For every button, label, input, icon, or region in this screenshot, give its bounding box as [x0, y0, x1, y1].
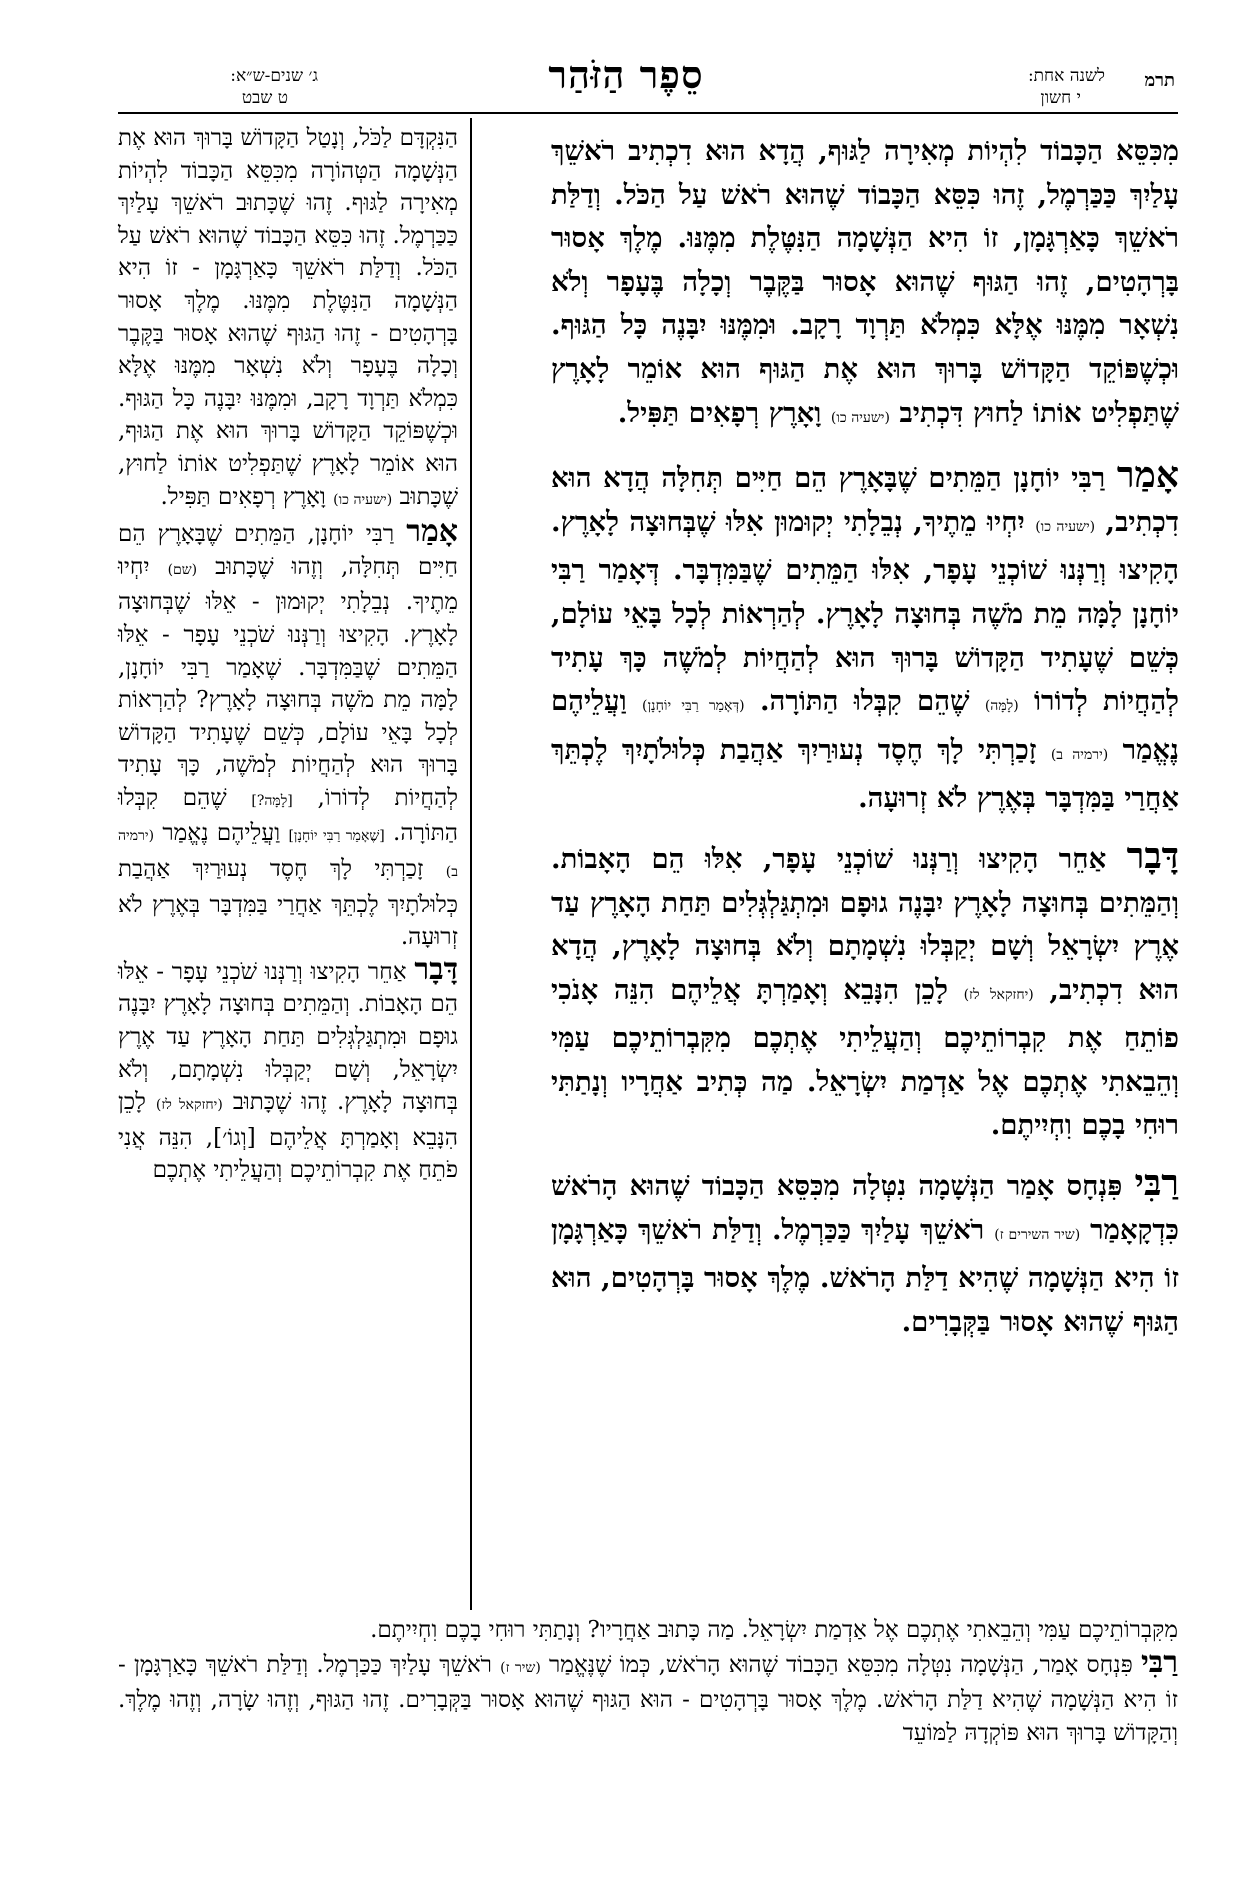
main-p2-verse: זָכַרְתִּי לָךְ חֶסֶד נְעוּרַיִךְ אַהֲבַת כְּלוּלֹתָיִךְ לֶכְתֵּךְ אַחֲרַי בַּמִּדְבָּר בְּאֶרֶץ לֹא זְרוּעָה. — [551, 733, 1179, 815]
header-right-schedule: לשנה אחת: — [1027, 66, 1105, 86]
main-p4-text-b: רֹאשֵׁךְ עָלַיִךְ כַּכַּרְמֶל. וְדַלַּת רֹאשֵׁךְ כָּאַרְגָּמָן זוֹ הִיא הַנְּשָׁמָה שֶׁהִיא דַלַּת הָרֹאשׁ. מֶלֶךְ אָסוּר בָּרְהָטִים, הוּא הַגּוּף שֶׁהוּא אָסוּר בַּקְּבָרִים. — [551, 1213, 1179, 1338]
bottom-continuation — [118, 1614, 1178, 1749]
main-p2-text-c: שֶׁהֵם קִבְּלוּ הַתּוֹרָה. — [759, 685, 970, 718]
side-paragraph-1 — [118, 122, 458, 516]
side-p3-verse: לָכֵן הִנָּבֵא וְאָמַרְתָּ אֲלֵיהֶם [וְגוֹ׳], הִנֵּה אֲנִי פֹתֵחַ אֶת קִבְרוֹתֵיכֶם וְהַעֲלֵיתִי אֶתְכֶם — [118, 1089, 458, 1184]
main-p4-text: פִּנְחָס אָמַר הַנְּשָׁמָה נִטְּלָה מִכִּסֵּא הַכָּבוֹד שֶׁהוּא הָרֹאשׁ כִּדְקָאָמַר — [551, 1170, 1179, 1246]
side-paragraph-3 — [118, 951, 459, 1187]
main-p1-verse: וָאָרֶץ רְפָאִים תַּפִּיל. — [617, 396, 822, 429]
main-p2-reference-4: (ירמיה ב) — [1050, 746, 1109, 763]
bottom-p2-opening-word: רַבִּי — [1140, 1644, 1178, 1680]
main-p2-reference-2: (לָמָּה) — [984, 698, 1019, 715]
main-p3-reference: (יחזקאל לז) — [963, 986, 1034, 1003]
side-p3-opening-word: דָּבָר — [414, 951, 459, 987]
book-title: סֵפֶר הַזֹּהַר — [548, 52, 704, 97]
header-right-date: י חשון — [1040, 88, 1081, 108]
main-paragraph-2 — [551, 454, 1179, 821]
side-p2-reference-1: (שם) — [167, 561, 198, 578]
main-paragraph-3 — [551, 835, 1179, 1148]
main-p4-reference: (שיר השירים ז) — [994, 1226, 1081, 1243]
side-p2-text-b: יִחְיוּ מֵתֶיךָ. נְבֵלָתִי יְקוּמוּן - אֵלּוּ שֶׁבְּחוּצָה לָאָרֶץ. הָקִיצוּ וְרַנְּנוּ שֹׁכְנֵי עָפָר - אֵלּוּ הַמֵּתִים שֶׁבַּמִּדְבָּר. שֶׁאָמַר רַבִּי יוֹחָנָן, לָמָּה מֵת מֹשֶׁה בְּחוּצָה לָאָרֶץ? לְהַרְאוֹת לְכָל בָּאֵי עוֹלָם, כְּשֵׁם שֶׁעָתִיד הַקָּדוֹשׁ בָּרוּךְ הוּא לְהַחֲיוֹת לְמֹשֶׁה, כָּךְ עָתִיד לְהַחֲיוֹת לְדוֹרוֹ, — [118, 553, 458, 811]
header-right — [915, 66, 1175, 108]
side-p2-verse: זָכַרְתִּי לָךְ חֶסֶד נְעוּרַיִךְ אַהֲבַת כְּלוּלֹתָיִךְ לֶכְתֵּךְ אַחֲרַי בַּמִּדְבָּר בְּאֶרֶץ לֹא זְרוּעָה. — [118, 856, 458, 951]
main-p1-text: מִכִּסֵּא הַכָּבוֹד לִהְיוֹת מְאִירָה לַגּוּף, הֲדָא הוּא דִכְתִיב רֹאשֵׁךְ עָלַיִךְ כַּכַּרְמֶל, זֶהוּ כִּסֵּא הַכָּבוֹד שֶׁהוּא רֹאשׁ עַל הַכֹּל. וְדַלַּת רֹאשֵׁךְ כָּאַרְגָּמָן, זוֹ הִיא הַנְּשָׁמָה הַנִּטֶּלֶת מִמֶּנּוּ. מֶלֶךְ אָסוּר בָּרְהָטִים, זֶהוּ הַגּוּף שֶׁהוּא אָסוּר בַּקֶּבֶר וְכָלָה בֶּעָפָר וְלֹא נִשְׁאָר מִמֶּנּוּ אֶלָּא כִּמְלֹא תַּרְוָד רָקָב. וּמִמֶּנּוּ יִבָּנֶה כָּל הַגּוּף. וּכְשֶׁפּוֹקֵד הַקָּדוֹשׁ בָּרוּךְ הוּא אֶת הַגּוּף הוּא אוֹמֵר לָאָרֶץ שֶׁתַּפְלִיט אוֹתוֹ לַחוּץ דִּכְתִיב — [551, 135, 1179, 429]
bottom-p2-text-b: רֹאשֵׁךְ עָלַיִךְ כַּכַּרְמֶל. וְדַלַּת רֹאשֵׁךְ כָּאַרְגָּמָן - זוֹ הִיא הַנְּשָׁמָה שֶׁהִיא דַלַּת הָרֹאשׁ. מֶלֶךְ אָסוּר בָּרְהָטִים - הוּא הַגּוּף שֶׁהוּא אָסוּר בַּקְּבָרִים. זֶהוּ הַגּוּף, וְזֶהוּ שָׂרָה, וְזֶהוּ מֶלֶךְ. וְהַקָּדוֹשׁ בָּרוּךְ הוּא פּוֹקְדָהּ לַמּוֹעֵד — [118, 1651, 1178, 1746]
side-p1-reference: (ישעיה כו) — [333, 491, 393, 508]
bottom-line-1: מִקִּבְרוֹתֵיכֶם עַמִּי וְהֵבֵאתִי אֶתְכֶם אֶל אַדְמַת יִשְׂרָאֵל. מַה כָּתוּב אַחֲרָיו? וְנָתַתִּי רוּחִי בָכֶם וִחְיִיתֶם. — [370, 1617, 1178, 1643]
side-p1-verse: וָאָרֶץ רְפָאִים תַּפִּיל. — [160, 483, 326, 510]
side-p2-reference-4: (ירמיה ב) — [118, 828, 459, 881]
main-p3-verse: לָכֵן הִנָּבֵא וְאָמַרְתָּ אֲלֵיהֶם הִנֵּה אָנֹכִי פוֹתֵחַ אֶת קִבְרוֹתֵיכֶם וְהַעֲלֵיתִי אֶתְכֶם מִקִּבְרוֹתֵיכֶם עַמִּי וְהֵבֵאתִי אֶתְכֶם אֶל אַדְמַת יִשְׂרָאֵל. מַה כְּתִיב אַחֲרָיו וְנָתַתִּי רוּחִי בָכֶם וִחְיִיתֶם. — [551, 973, 1179, 1142]
side-p2-text: רַבִּי יוֹחָנָן, הַמֵּתִים שֶׁבָּאָרֶץ הֵם חַיִּים תְּחִלָּה, וְזֶהוּ שֶׁכָּתוּב — [118, 521, 459, 580]
side-p1-text: הַנִּקְדָּם לַכֹּל, וְנָטַל הַקָּדוֹשׁ בָּרוּךְ הוּא אֶת הַנְּשָׁמָה הַטְּהוֹרָה מִכִּסֵּא הַכָּבוֹד לִהְיוֹת מְאִירָה לַגּוּף. זֶהוּ שֶׁכָּתוּב רֹאשֵׁךְ עָלַיִךְ כַּכַּרְמֶל. זֶהוּ כִּסֵּא הַכָּבוֹד שֶׁהוּא רֹאשׁ עַל הַכֹּל. וְדַלַּת רֹאשֵׁךְ כָּאַרְגָּמָן - זוֹ הִיא הַנְּשָׁמָה הַנִּטֶּלֶת מִמֶּנּוּ. מֶלֶךְ אָסוּר בָּרְהָטִים - זֶהוּ הַגּוּף שֶׁהוּא אָסוּר בַּקֶּבֶר וְכָלָה בֶּעָפָר וְלֹא נִשְׁאָר מִמֶּנּוּ אֶלָּא כִּמְלֹא תַּרְוָד רָקָב, וּמִמֶּנּוּ יִבָּנֶה כָּל הַגּוּף. וּכְשֶׁפּוֹקֵד הַקָּדוֹשׁ בָּרוּךְ הוּא אֶת הַגּוּף, הוּא אוֹמֵר לָאָרֶץ שֶׁתַּפְלִיט אוֹתוֹ לַחוּץ, שֶׁכָּתוּב — [118, 125, 458, 510]
side-p2-reference-2: [לָמָּה?] — [251, 792, 293, 809]
header-left-schedule: ג׳ שנים-ש״א: — [230, 66, 318, 86]
side-column-translation — [118, 122, 458, 1612]
main-p3-text: אַחֵר הָקִיצוּ וְרַנְּנוּ שׁוֹכְנֵי עָפָר, אִלּוּ הֵם הָאָבוֹת. וְהַמֵּתִים בְּחוּצָה לָאָרֶץ יִבָּנֶה גוּפָם וּמִתְגַּלְגְּלִים תַּחַת הָאָרֶץ עַד אֶרֶץ יִשְׂרָאֵל וְשָׁם יְקַבְּלוּ נִשְׁמָתָם וְלֹא בְּחוּצָה לָאָרֶץ, הֲדָא הוּא דִכְתִיב, — [551, 842, 1180, 1006]
bottom-p2-reference: (שיר ז) — [500, 1659, 541, 1676]
side-p2-opening-word: אָמַר — [406, 514, 458, 550]
header-left-date: ט שבט — [241, 88, 288, 108]
main-p2-opening-word: אָמַר — [1116, 454, 1179, 497]
main-paragraph-4 — [551, 1162, 1179, 1344]
main-p4-opening-word: רַבִּי — [1134, 1162, 1179, 1205]
main-p2-text: רַבִּי יוֹחָנָן הַמֵּתִים שֶׁבָּאָרֶץ הֵם חַיִּים תְּחִלָּה הֲדָא הוּא דִכְתִיב, — [551, 462, 1180, 538]
main-p1-reference: (ישעיה כו) — [830, 409, 890, 426]
bottom-paragraph-2 — [118, 1644, 1178, 1750]
column-divider — [470, 118, 472, 1610]
bottom-p2-text: פִּנְחָס אָמַר, הַנְּשָׁמָה נִטְּלָה מִכִּסֵּא הַכָּבוֹד שֶׁהוּא הָרֹאשׁ, כְּמוֹ שֶׁנֶּאֱמַר — [548, 1651, 1133, 1678]
side-p3-text: אַחֵר הָקִיצוּ וְרַנְּנוּ שֹׁכְנֵי עָפָר - אֵלּוּ הֵם הָאָבוֹת. וְהַמֵּתִים בְּחוּצָה לָאָרֶץ יִבָּנֶה גוּפָם וּמִתְגַּלְגְּלִים תַּחַת הָאָרֶץ עַד אֶרֶץ יִשְׂרָאֵל, וְשָׁם יְקַבְּלוּ נִשְׁמָתָם, וְלֹא בְּחוּצָה לָאָרֶץ. זֶהוּ שֶׁכָּתוּב — [118, 958, 459, 1116]
header-center — [476, 52, 776, 97]
side-p2-text-d: וַעֲלֵיהֶם נֶאֱמַר — [162, 820, 281, 847]
side-p2-text-c: שֶׁהֵם קִבְּלוּ הַתּוֹרָה. — [118, 784, 459, 847]
main-paragraph-1 — [551, 130, 1179, 440]
header-divider — [118, 112, 1178, 114]
side-p3-reference: (יחזקאל לז) — [155, 1097, 223, 1114]
main-column-aramaic — [551, 130, 1179, 1620]
main-p2-text-b: יִחְיוּ מֵתֶיךָ, נְבֵלָתִי יְקוּמוּן אִלּוּ שֶׁבְּחוּצָה לָאָרֶץ. הָקִיצוּ וְרַנְּנוּ שׁוֹכְנֵי עָפָר, אִלּוּ הַמֵּתִים שֶׁבַּמִּדְבָּר. דְּאָמַר רַבִּי יוֹחָנָן לָמָּה מֵת מֹשֶׁה בְּחוּצָה לָאָרֶץ. לְהַרְאוֹת לְכָל בָּאֵי עוֹלָם, כְּשֵׁם שֶׁעָתִיד הַקָּדוֹשׁ בָּרוּךְ הוּא לְהַחֲיוֹת לְמֹשֶׁה כָּךְ עָתִיד לְהַחֲיוֹת לְדוֹרוֹ — [551, 505, 1179, 718]
main-p2-reference-1: (ישעיה כו) — [1035, 518, 1096, 535]
side-p2-reference-3: [שֶׁאָמַר רַבִּי יוֹחָנָן] — [288, 828, 385, 845]
side-paragraph-2 — [118, 516, 458, 954]
page-number: תרמ — [1144, 70, 1175, 91]
header-left — [118, 66, 318, 108]
main-p2-text-d: וַעֲלֵיהֶם נֶאֱמַר — [551, 685, 1179, 766]
main-p2-reference-3: (דְּאָמַר רַבִּי יוֹחָנָן) — [642, 698, 745, 715]
main-p3-opening-word: דָּבָר — [1126, 834, 1179, 877]
